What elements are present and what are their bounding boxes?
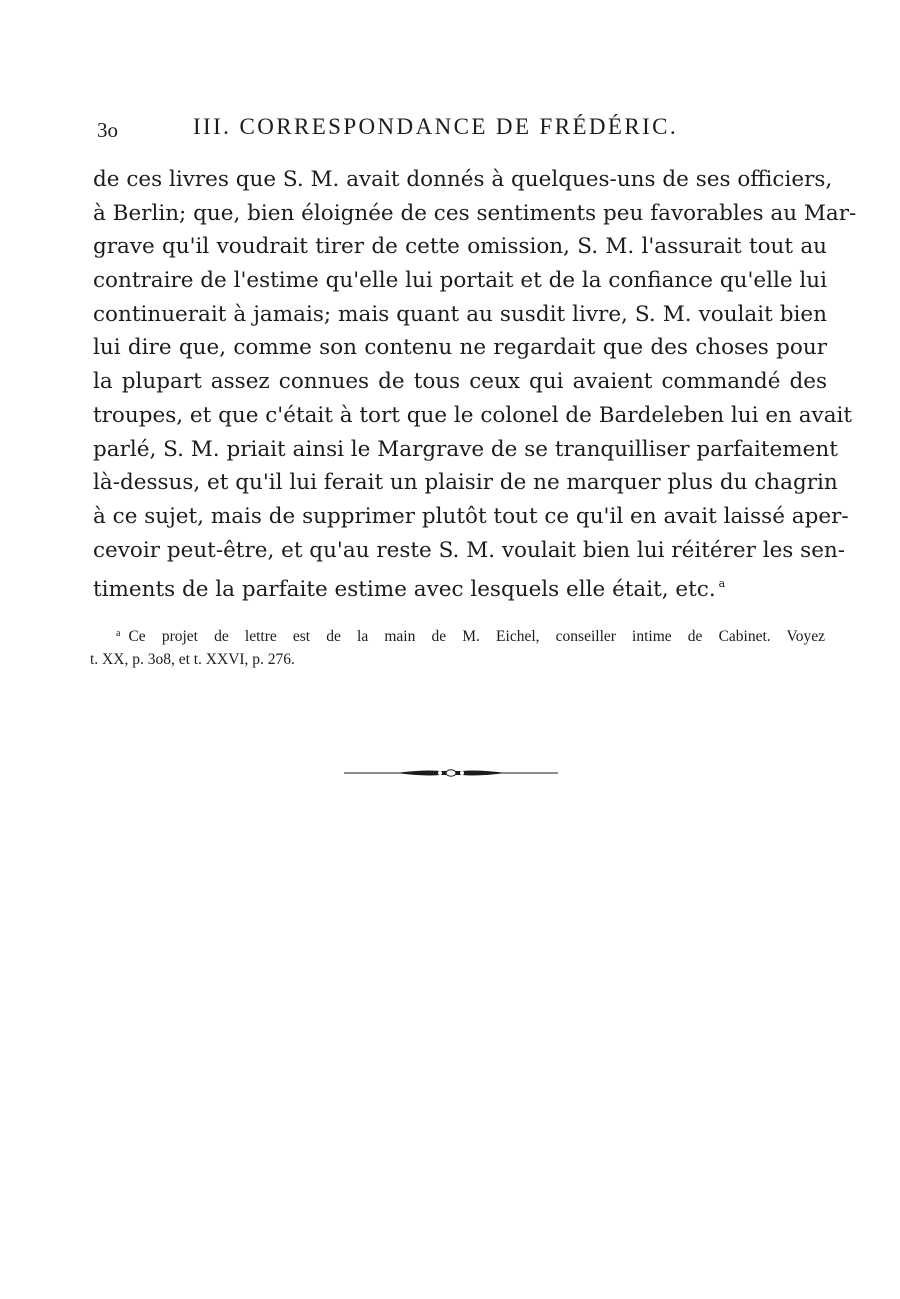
footnote-line <box>90 621 825 647</box>
body-text <box>93 163 857 603</box>
footnote <box>90 621 825 673</box>
text-line: là-dessus, et qu'il lui ferait un plaisir de ne marquer plus du chagrin <box>93 470 838 496</box>
text-line: à ce sujet, mais de supprimer plutôt tout ce qu'il en avait laissé aper- <box>93 503 849 529</box>
text-line: grave qu'il voudrait tirer de cette omission, S. M. l'assurait tout au <box>93 234 827 260</box>
text-line: cevoir peut-être, et qu'au reste S. M. voulait bien lui réitérer les sen- <box>93 537 846 563</box>
footnote-text: Ce projet de lettre est de la main de M. Eichel, conseiller intime de Cabinet. Voyez <box>128 628 825 645</box>
text-line: continuerait à jamais; mais quant au susdit livre, S. M. voulait bien <box>93 301 827 327</box>
text-line: troupes, et que c'était à tort que le colonel de Bardeleben lui en avait <box>93 402 853 428</box>
footnote-line: t. XX, p. 3o8, et t. XXVI, p. 276. <box>90 651 295 668</box>
running-title: III. CORRESPONDANCE DE FRÉDÉRIC. <box>193 114 679 139</box>
last-line-text: timents de la parfaite estime avec lesquels elle était, etc. <box>93 577 716 603</box>
text-line-last <box>93 567 827 601</box>
page-number: 3o <box>97 118 118 142</box>
footnote-mark: a <box>116 628 121 639</box>
running-head <box>97 114 737 146</box>
text-line: lui dire que, comme son contenu ne regardait que des choses pour <box>93 335 827 361</box>
text-line: contraire de l'estime qu'elle lui portait et de la confiance qu'elle lui <box>93 268 828 294</box>
text-line: parlé, S. M. priait ainsi le Margrave de se tranquilliser parfaitement <box>93 436 838 462</box>
text-line: la plupart assez connues de tous ceux qui avaient commandé des <box>93 369 827 395</box>
footnote-reference[interactable]: a <box>718 577 726 591</box>
text-line: de ces livres que S. M. avait donnés à quelques-uns de ses officiers, <box>93 167 833 192</box>
ornament-divider <box>344 766 558 780</box>
text-line: à Berlin; que, bien éloignée de ces sentiments peu favorables au Mar- <box>93 200 857 226</box>
